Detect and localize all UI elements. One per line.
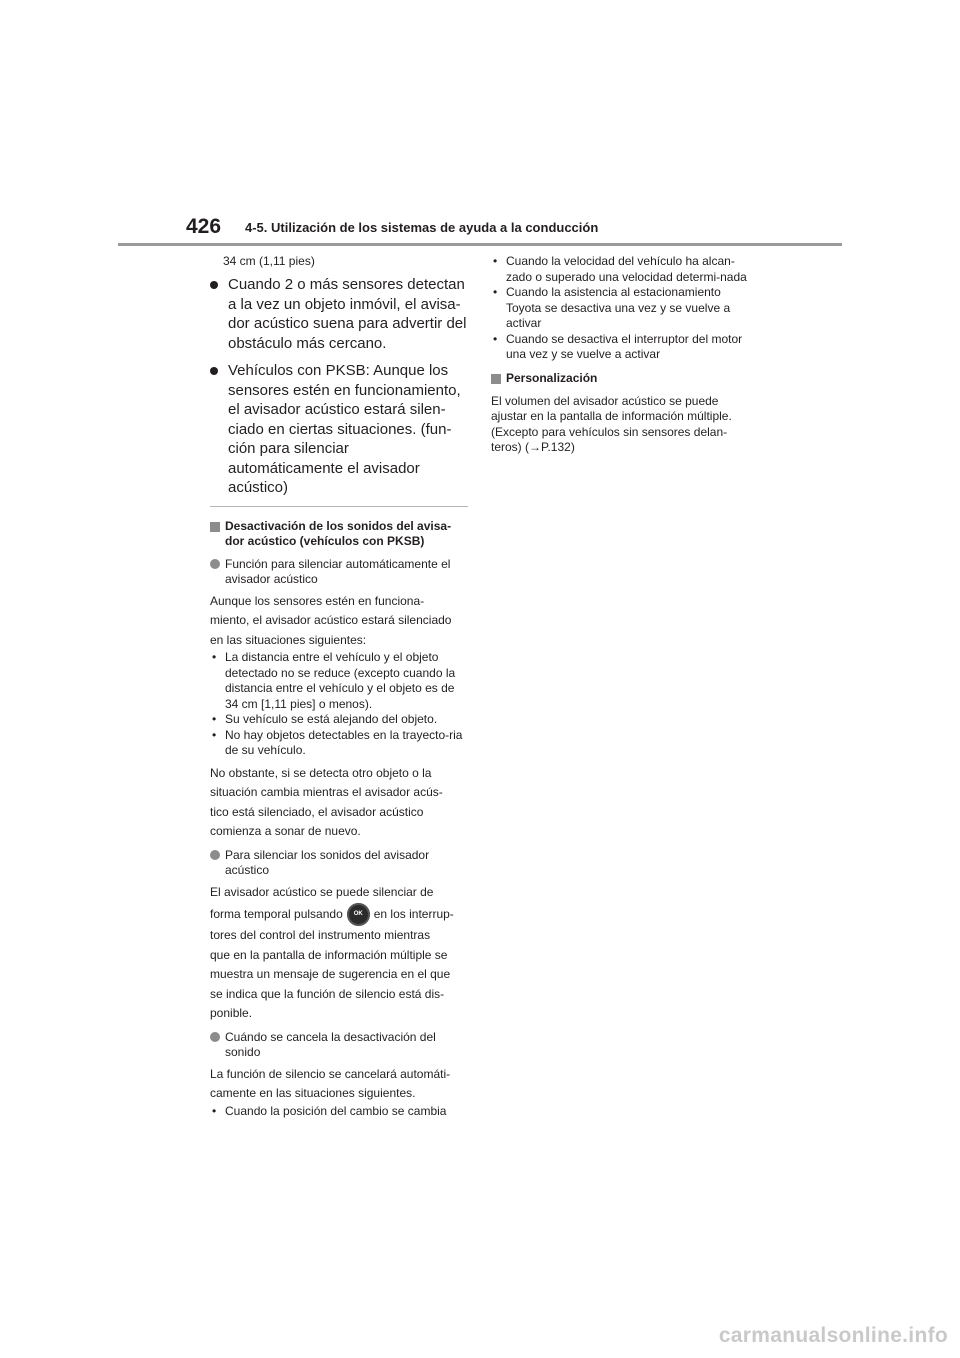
square-bullet-icon xyxy=(491,374,501,384)
text-fragment: en los interrup- xyxy=(373,907,454,921)
text-line: situación cambia mientras el avisador acús- xyxy=(210,785,443,799)
text-line: camente en las situaciones siguientes. xyxy=(210,1086,416,1100)
list-item: • Cuando se desactiva el interruptor del motor una vez y se vuelve a activar xyxy=(491,332,751,363)
bullet-dot-icon xyxy=(210,281,218,289)
big-bullet-text: Vehículos con PKSB: Aunque los sensores estén en funcionamiento, el avisador acústico estará silen-ciado en ciertas situaciones. (fun-ción para silenciar automáticamente el avisador acústico) xyxy=(228,362,461,496)
square-bullet-icon xyxy=(210,522,220,532)
subsection-heading-text: Cuándo se cancela la desactivación del sonido xyxy=(225,1029,436,1059)
big-bullet-item xyxy=(210,361,468,498)
bullet-dot-icon xyxy=(210,367,218,375)
text-line: tico está silenciado, el avisador acústico xyxy=(210,804,424,819)
text-line: comienza a sonar de nuevo. xyxy=(210,824,361,838)
list-item: • Cuando la posición del cambio se cambia xyxy=(210,1104,468,1120)
page-header-title: 4-5. Utilización de los sistemas de ayuda a la conducción xyxy=(245,220,599,235)
text-line: que en la pantalla de información múltiple se xyxy=(210,947,448,962)
list-item: • La distancia entre el vehículo y el objeto detectado no se reduce (excepto cuando la distancia entre el vehículo y el objeto es de 34 cm [1,11 pies] o menos). xyxy=(210,650,468,712)
continued-line: 34 cm (1,11 pies) xyxy=(223,254,315,268)
list-item: • No hay objetos detectables en la trayecto-ria de su vehículo. xyxy=(210,728,468,759)
section-heading-text: Desactivación de los sonidos del avisa-dor acústico (vehículos con PKSB) xyxy=(225,518,452,548)
customization-text: El volumen del avisador acústico se puede ajustar en la pantalla de información múltiple. (Excepto para vehículos sin sensores delan-teros) (→P.132) xyxy=(491,393,732,454)
cancel-condition-list-continued xyxy=(491,254,751,363)
list-item: • Cuando la velocidad del vehículo ha alcan-zado o superado una velocidad determi-nada xyxy=(491,254,751,285)
ok-text-line xyxy=(210,902,468,926)
circle-bullet-icon xyxy=(210,1032,220,1042)
text-line: ponible. xyxy=(210,1006,253,1020)
text-line: en las situaciones siguientes: xyxy=(210,632,367,647)
text-line: muestra un mensaje de sugerencia en el que xyxy=(210,967,451,981)
subsection-heading xyxy=(210,1030,468,1061)
cancel-condition-list xyxy=(210,1104,468,1120)
subsection-heading-text: Para silenciar los sonidos del avisador acústico xyxy=(225,847,430,877)
ok-button-icon: OK xyxy=(347,903,370,926)
text-line: miento, el avisador acústico estará silenciado xyxy=(210,613,452,627)
big-bullet-item xyxy=(210,275,468,353)
text-line: tores del control del instrumento mientras xyxy=(210,928,431,942)
list-item: • Cuando la asistencia al estacionamiento Toyota se desactiva una vez y se vuelve a activar xyxy=(491,285,751,332)
right-column xyxy=(491,254,751,456)
cancel-paragraph xyxy=(210,1065,468,1104)
condition-list xyxy=(210,650,468,759)
text-fragment: forma temporal pulsando xyxy=(210,907,343,921)
subsection-heading xyxy=(210,557,468,588)
circle-bullet-icon xyxy=(210,850,220,860)
watermark: carmanualsonline.info xyxy=(718,1324,948,1347)
text-line: Aunque los sensores estén en funciona- xyxy=(210,593,425,608)
text-line: El avisador acústico se puede silenciar de xyxy=(210,884,434,899)
outro-paragraph xyxy=(210,764,468,842)
big-bullet-text: Cuando 2 o más sensores detectan a la vez un objeto inmóvil, el avisa-dor acústico suena para advertir del obstáculo más cercano. xyxy=(228,276,467,352)
subsection-heading-text: Función para silenciar automáticamente el avisador acústico xyxy=(225,556,451,586)
subsection-heading xyxy=(210,848,468,879)
mute-paragraph xyxy=(210,883,468,1024)
circle-bullet-icon xyxy=(210,559,220,569)
section-heading xyxy=(210,519,468,549)
intro-paragraph xyxy=(210,592,468,651)
left-column xyxy=(210,254,468,1124)
text-line: No obstante, si se detecta otro objeto o la xyxy=(210,765,432,780)
list-item: • Su vehículo se está alejando del objeto. xyxy=(210,712,468,728)
section-heading xyxy=(491,371,751,386)
page-number: 426 xyxy=(186,215,222,238)
text-line: se indica que la función de silencio está dis- xyxy=(210,986,445,1001)
section-heading-text: Personalización xyxy=(506,370,598,385)
text-line: La función de silencio se cancelará automáti- xyxy=(210,1066,451,1081)
header-divider xyxy=(118,243,842,246)
section-divider xyxy=(210,506,468,507)
